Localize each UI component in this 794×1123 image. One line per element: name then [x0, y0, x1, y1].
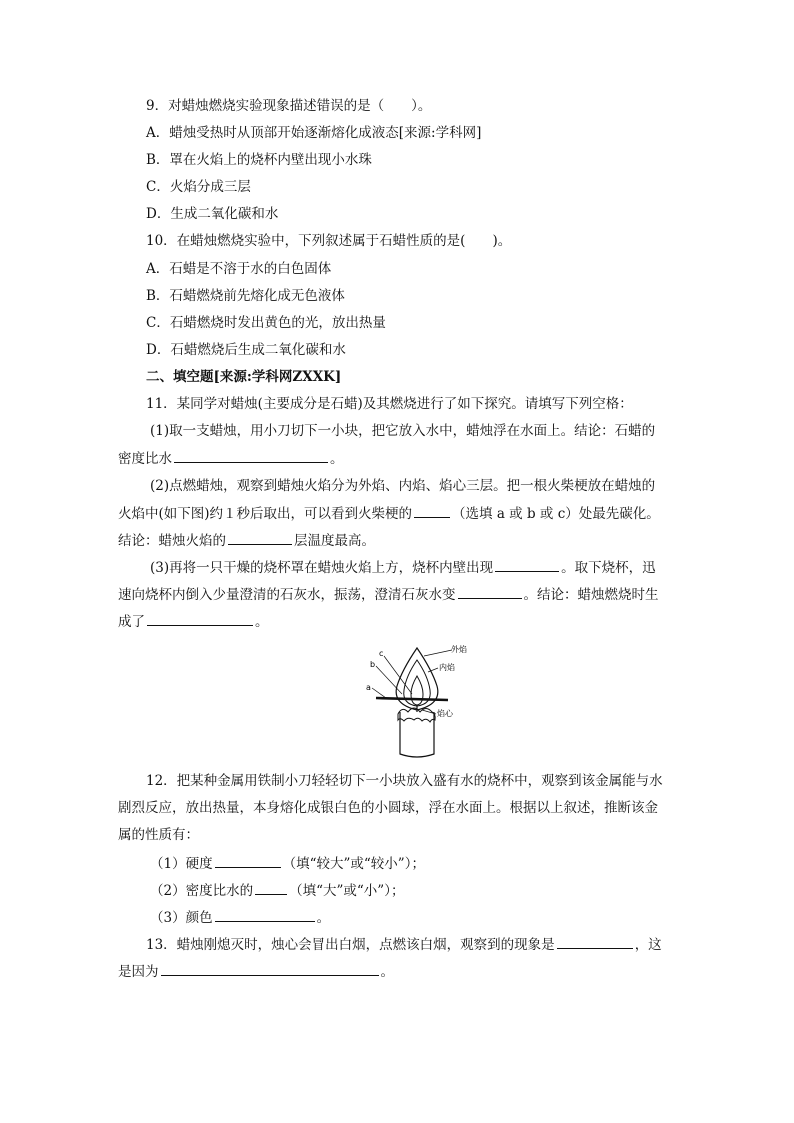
q12-stem-line2: 剧烈反应，放出热量，本身熔化成银白色的小圆球，浮在水面上。根据以上叙述，推断该金: [118, 800, 658, 816]
q13-text3: 是因为: [118, 964, 159, 980]
answer-blank[interactable]: [458, 584, 522, 599]
label-inner-flame: 内焰: [439, 663, 455, 672]
q12-item3-end: 。: [316, 910, 331, 926]
pointer-outer: [424, 650, 452, 656]
q11-part3-line2: [118, 584, 659, 605]
q11-stem: 11．某同学对蜡烛(主要成分是石蜡)及其燃烧进行了如下探究。请填写下列空格：: [146, 396, 633, 412]
q9-option-d: D．生成二氧化碳和水: [146, 206, 279, 222]
pointer-b: [376, 666, 402, 694]
q13-line2: [118, 961, 394, 982]
label-outer-flame: 外焰: [451, 645, 467, 654]
q12-stem-line3: 属的性质有：: [118, 827, 199, 843]
section-heading: 二、填空题[来源:学科网ZXXK]: [146, 369, 342, 385]
q9-option-a: A．蜡烛受热时从顶部开始逐渐熔化成液态[来源:学科网]: [146, 125, 482, 141]
q12-item2-hint: （填“大”或“小”）；: [289, 883, 405, 899]
answer-blank[interactable]: [414, 503, 450, 518]
q11-part1-end: 。: [330, 451, 344, 467]
q12-item3-text: （3）颜色: [150, 910, 213, 926]
q11-part3-line3: [118, 611, 269, 632]
q11-part3-text: (3)再将一只干燥的烧杯罩在蜡烛火焰上方，烧杯内壁出现: [150, 560, 494, 576]
answer-blank[interactable]: [215, 907, 315, 922]
flame-core: [411, 676, 423, 705]
label-b: b: [370, 660, 376, 669]
q11-part2-text3: 结论：蜡烛火焰的: [118, 533, 226, 549]
q12-item1: [150, 853, 425, 874]
label-flame-core: 焰心: [437, 709, 453, 718]
label-c: c: [379, 649, 384, 658]
q11-part2-text4: 层温度最高。: [294, 533, 375, 549]
q11-part2-line2: [118, 503, 660, 524]
q11-part3-text5: 成了: [118, 614, 145, 630]
q11-part2-text2: （选填 a 或 b 或 c）处最先碳化。: [452, 506, 660, 522]
q12-item1-hint: （填“较大”或“较小”）；: [282, 856, 425, 872]
answer-blank[interactable]: [557, 934, 633, 949]
q11-part3-text6: 。: [255, 614, 269, 630]
q10-option-b: B．石蜡燃烧前先熔化成无色液体: [146, 288, 345, 304]
matchstick: [376, 698, 448, 700]
q11-part2-text: 火焰中(如下图)约１秒后取出，可以看到火柴梗的: [118, 506, 413, 522]
q11-part1-text: 密度比水: [118, 451, 172, 467]
answer-blank[interactable]: [495, 557, 559, 572]
q12-item1-text: （1）硬度: [150, 856, 213, 872]
q11-part1-line1: (1)取一支蜡烛，用小刀切下一小块，把它放入水中，蜡烛浮在水面上。结论：石蜡的: [150, 423, 656, 439]
q13-text2: ，这: [634, 937, 662, 953]
label-a: a: [366, 683, 371, 692]
answer-blank[interactable]: [215, 853, 281, 868]
q11-part2-line1: (2)点燃蜡烛，观察到蜡烛火焰分为外焰、内焰、焰心三层。把一根火柴梗放在蜡烛的: [150, 478, 656, 494]
answer-blank[interactable]: [161, 961, 379, 976]
q10-option-a: A．石蜡是不溶于水的白色固体: [146, 261, 332, 277]
q13-text4: 。: [380, 964, 394, 980]
q11-part1-line2: [118, 448, 344, 469]
answer-blank[interactable]: [174, 448, 328, 463]
q11-part3-text3: 速向烧杯内倒入少量澄清的石灰水，振荡，澄清石灰水变: [118, 587, 456, 603]
q11-part3-text4: 。结论：蜡烛燃烧时生: [523, 587, 659, 603]
answer-blank[interactable]: [147, 611, 253, 626]
candle-flame-figure: [362, 642, 467, 760]
candle-flame-diagram: [362, 642, 467, 760]
q9-option-b: B．罩在火焰上的烧杯内壁出现小水珠: [146, 152, 372, 168]
q12-item2-text: （2）密度比水的: [150, 883, 254, 899]
q13-text: 13．蜡烛刚熄灭时，烛心会冒出白烟，点燃该白烟，观察到的现象是: [146, 937, 555, 953]
q10-option-c: C．石蜡燃烧时发出黄色的光，放出热量: [146, 315, 386, 331]
q9-option-c: C．火焰分成三层: [146, 179, 251, 195]
q11-part3-text2: 。取下烧杯，迅: [561, 560, 656, 576]
q12-stem-line1: 12．把某种金属用铁制小刀轻轻切下一小块放入盛有水的烧杯中，观察到该金属能与水: [146, 773, 663, 789]
answer-blank[interactable]: [228, 530, 292, 545]
q10-stem: 10．在蜡烛燃烧实验中，下列叙述属于石蜡性质的是( )。: [146, 233, 512, 249]
q11-part3-line1: [150, 557, 656, 578]
q10-option-d: D．石蜡燃烧后生成二氧化碳和水: [146, 342, 346, 358]
answer-blank[interactable]: [255, 880, 287, 895]
q12-item2: [150, 880, 404, 901]
q12-item3: [150, 907, 330, 928]
pointer-a: [372, 688, 386, 698]
q11-part2-line3: [118, 530, 375, 551]
q13-line1: [146, 934, 662, 955]
q9-stem: 9．对蜡烛燃烧实验现象描述错误的是（ ）。: [146, 98, 432, 114]
